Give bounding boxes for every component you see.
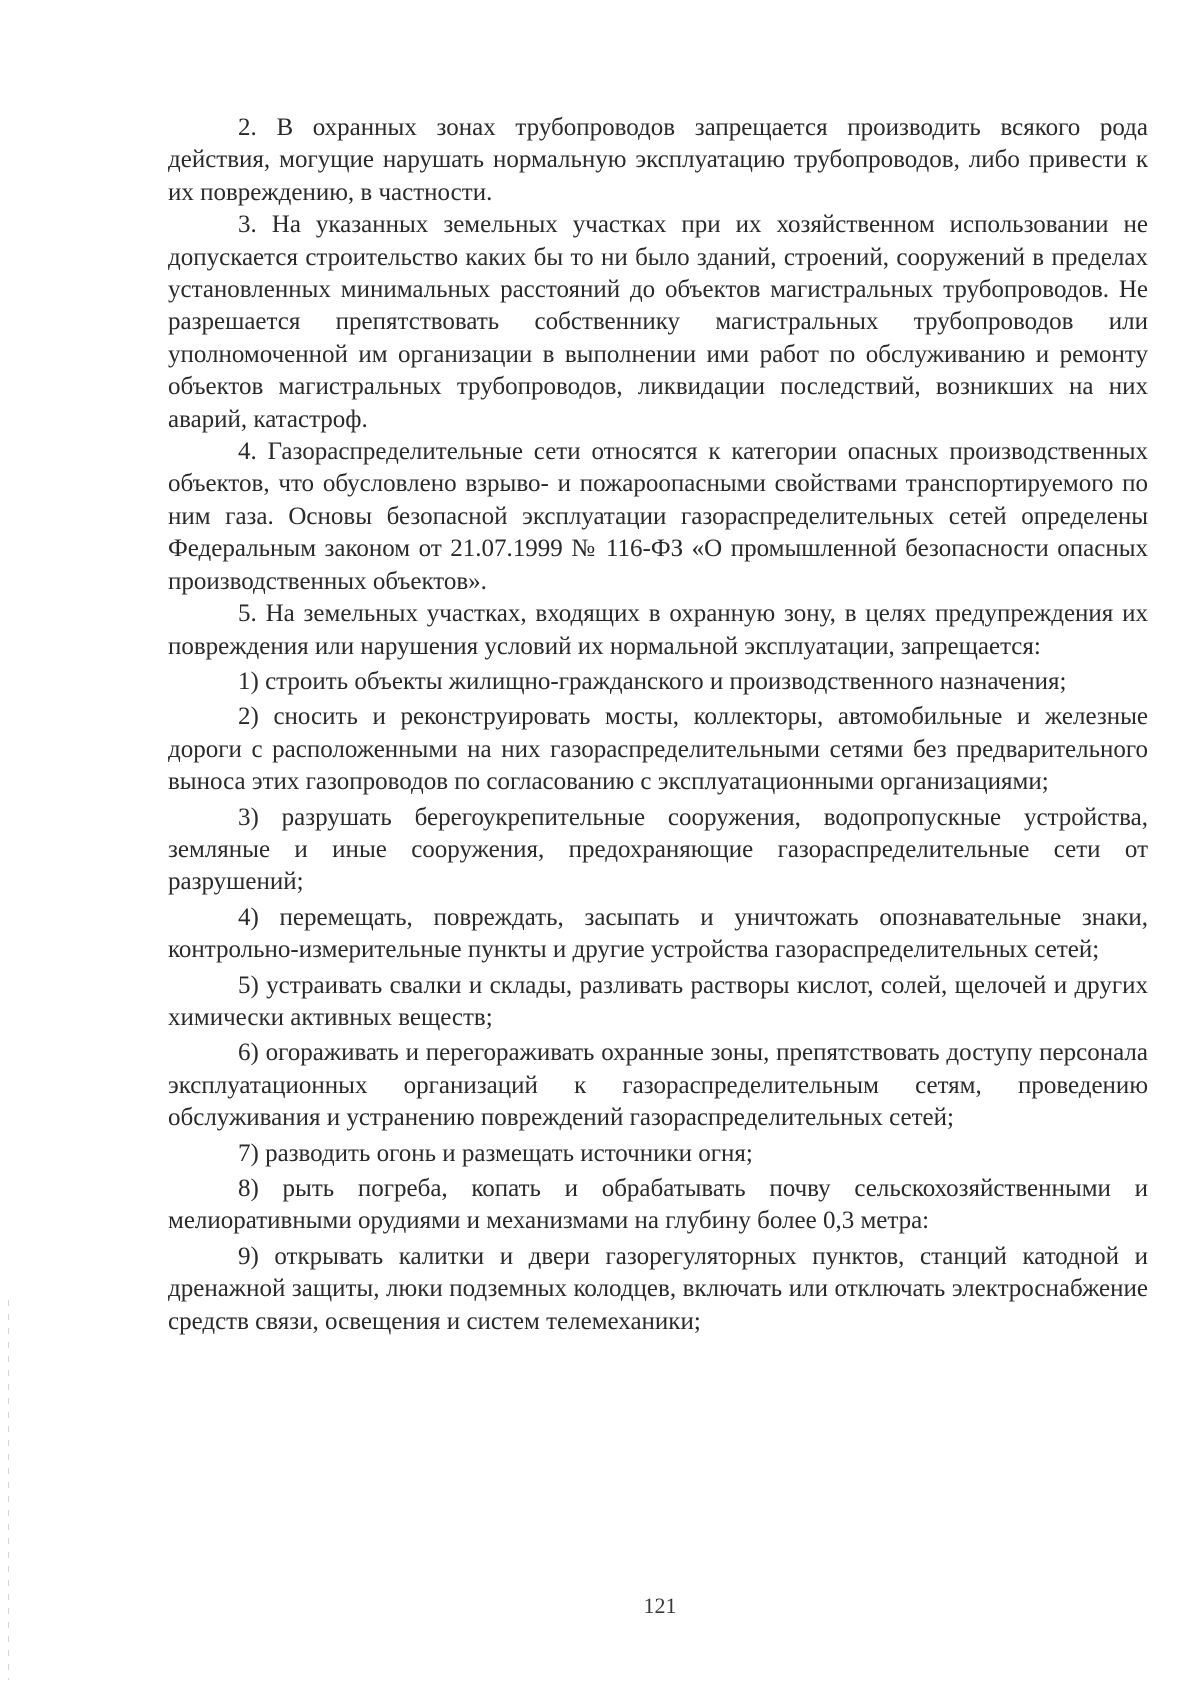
list-item-5: 5) устраивать свалки и склады, разливать растворы кислот, солей, щелочей и других химически активных веществ;: [168, 971, 1148, 1031]
paragraph-5: 5. На земельных участках, входящих в охранную зону, в целях предупреждения их повреждения или нарушения условий их нормальной эксплуатации, запрещается:: [168, 600, 1148, 660]
list-item-4: 4) перемещать, повреждать, засыпать и уничтожать опознавательные знаки, контрольно-измерительные пункты и другие устройства газораспределительных сетей;: [168, 903, 1148, 964]
list-item-6: 6) огораживать и перегораживать охранные зоны, препятствовать доступу персонала эксплуатационных организаций к газораспределительным сетям, проведению обслуживания и устранению повреждений газораспределительных сетей;: [168, 1039, 1148, 1132]
list-item-7: 7) разводить огонь и размещать источники огня;: [238, 1139, 753, 1167]
paragraph-4: 4. Газораспределительные сети относятся к категории опасных производственных объектов, что обусловлено взрыво- и пожароопасными свойствами транспортируемого по ним газа. Основы безопасной эксплуатации газораспределительных сетей определены Федеральным законом от 21.07.1999 № 116-ФЗ «О промышленной безопасности опасных производственных объектов».: [168, 438, 1148, 595]
list-item-9: 9) открывать калитки и двери газорегуляторных пунктов, станций катодной и дренажной защиты, люки подземных колодцев, включать или отключать электроснабжение средств связи, освещения и систем телемеханики;: [168, 1242, 1148, 1335]
scan-binding-edge: [8, 1300, 9, 1680]
page-number: 121: [643, 1593, 677, 1618]
list-item-1: 1) строить объекты жилищно-гражданского и производственного назначения;: [238, 667, 1067, 695]
paragraph-3: 3. На указанных земельных участках при их хозяйственном использовании не допускается строительство каких бы то ни было зданий, строений, сооружений в пределах установленных минимальных расстояний до объектов магистральных трубопроводов. Не разрешается препятствовать собственнику магистральных трубопроводов или уполномоченной им организации в выполнении ими работ по обслуживанию и ремонту объектов магистральных трубопроводов, ликвидации последствий, возникших на них аварий, катастроф.: [168, 211, 1148, 433]
list-item-3: 3) разрушать берегоукрепительные сооружения, водопропускные устройства, земляные и иные сооружения, предохраняющие газораспределительные сети от разрушений;: [168, 803, 1148, 896]
paragraph-2: 2. В охранных зонах трубопроводов запрещается производить всякого рода действия, могущие нарушать нормальную эксплуатацию трубопроводов, либо привести к их повреждению, в частности.: [168, 114, 1148, 206]
list-item-8: 8) рыть погреба, копать и обрабатывать почву сельскохозяйственными и мелиоративными орудиями и механизмами на глубину более 0,3 метра:: [168, 1175, 1148, 1235]
list-item-2: 2) сносить и реконструировать мосты, коллекторы, автомобильные и железные дороги с расположенными на них газораспределительными сетями без предварительного выноса этих газопроводов по согласованию с эксплуатационными организациями;: [168, 703, 1148, 796]
document-body: [168, 112, 1148, 1338]
